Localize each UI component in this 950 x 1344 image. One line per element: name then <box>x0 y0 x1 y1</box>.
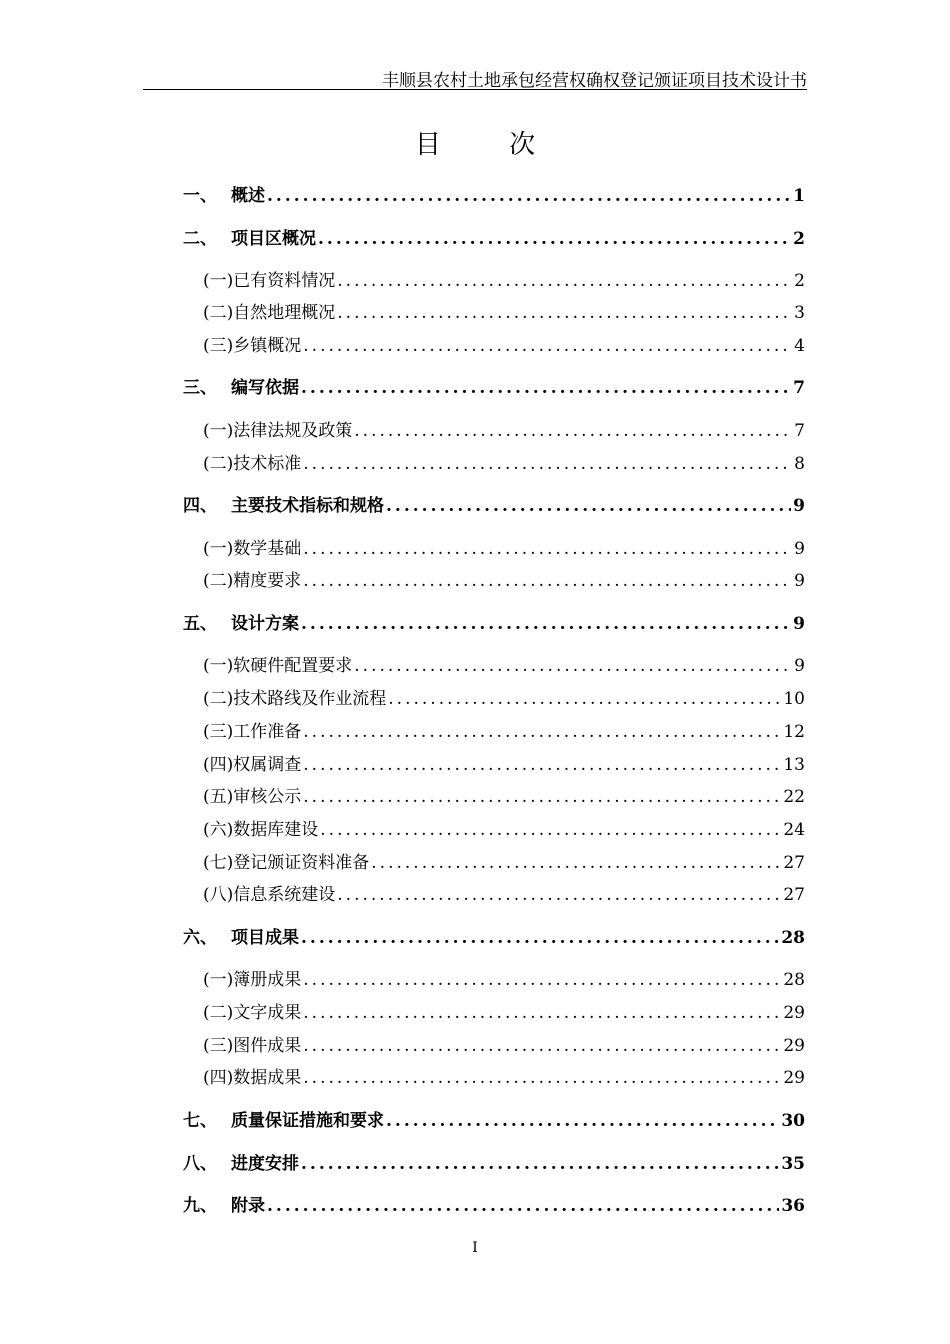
toc-entry[interactable] <box>183 684 805 709</box>
toc-entry-page: 3 <box>794 303 805 323</box>
toc-entry-label: 进度安排 <box>231 1154 299 1174</box>
toc-entry[interactable] <box>183 181 805 206</box>
table-of-contents <box>183 0 805 1344</box>
toc-entry-label: 主要技术指标和规格 <box>231 496 384 516</box>
toc-entry-number: 三、 <box>183 378 217 398</box>
toc-entry[interactable] <box>183 1063 805 1088</box>
toc-entry-page: 27 <box>783 885 805 905</box>
toc-entry-label: (七)登记颁证资料准备 <box>203 853 370 873</box>
toc-entry[interactable] <box>183 373 805 398</box>
toc-entry-label: (二)自然地理概况 <box>203 303 336 323</box>
toc-entry[interactable] <box>183 224 805 249</box>
toc-entry-number: 八、 <box>183 1154 217 1174</box>
toc-entry-label: (三)工作准备 <box>203 722 302 742</box>
toc-leader-dots <box>301 1154 779 1174</box>
toc-entry-page: 29 <box>783 1068 805 1088</box>
toc-leader-dots <box>303 787 781 807</box>
toc-entry[interactable] <box>183 416 805 441</box>
toc-entry-label: (四)权属调查 <box>203 755 302 775</box>
toc-leader-dots <box>303 539 792 559</box>
toc-entry-page: 2 <box>793 229 805 249</box>
toc-entry-label: 质量保证措施和要求 <box>231 1111 384 1131</box>
toc-leader-dots <box>303 755 781 775</box>
toc-leader-dots <box>303 1003 781 1023</box>
toc-entry-label: (三)图件成果 <box>203 1036 302 1056</box>
toc-leader-dots <box>318 229 791 249</box>
toc-entry[interactable] <box>183 1106 805 1131</box>
toc-leader-dots <box>301 378 791 398</box>
toc-leader-dots <box>267 186 791 206</box>
toc-entry-page: 9 <box>794 656 805 676</box>
toc-leader-dots <box>388 689 781 709</box>
toc-entry-label: 编写依据 <box>231 378 299 398</box>
toc-leader-dots <box>386 496 791 516</box>
toc-entry-page: 8 <box>794 454 805 474</box>
toc-entry-number: 一、 <box>183 186 217 206</box>
toc-entry-label: (一)软硬件配置要求 <box>203 656 353 676</box>
toc-entry-page: 29 <box>783 1036 805 1056</box>
toc-leader-dots <box>337 303 792 323</box>
toc-entry-label: (六)数据库建设 <box>203 820 319 840</box>
toc-entry-label: (二)文字成果 <box>203 1003 302 1023</box>
toc-leader-dots <box>303 336 792 356</box>
toc-entry-page: 4 <box>794 336 805 356</box>
toc-leader-dots <box>337 271 792 291</box>
page-title: 目 次 <box>414 130 566 160</box>
toc-entry-label: 概述 <box>231 186 265 206</box>
toc-leader-dots <box>303 571 792 591</box>
toc-entry-page: 28 <box>781 928 805 948</box>
toc-entry[interactable] <box>183 534 805 559</box>
toc-entry[interactable] <box>183 923 805 948</box>
toc-entry-label: (二)精度要求 <box>203 571 302 591</box>
toc-entry[interactable] <box>183 848 805 873</box>
toc-leader-dots <box>371 853 781 873</box>
toc-entry-label: 项目成果 <box>231 928 299 948</box>
toc-entry-page: 9 <box>794 539 805 559</box>
toc-entry-page: 2 <box>794 271 805 291</box>
toc-entry-page: 13 <box>783 755 805 775</box>
toc-entry[interactable] <box>183 1031 805 1056</box>
toc-entry-label: (三)乡镇概况 <box>203 336 302 356</box>
toc-entry-number: 五、 <box>183 614 217 634</box>
toc-entry[interactable] <box>183 1149 805 1174</box>
toc-entry-label: (八)信息系统建设 <box>203 885 336 905</box>
toc-entry[interactable] <box>183 266 805 291</box>
toc-entry-page: 1 <box>793 186 805 206</box>
toc-entry-label: 设计方案 <box>231 614 299 634</box>
toc-leader-dots <box>303 454 792 474</box>
toc-entry-page: 27 <box>783 853 805 873</box>
toc-entry-page: 7 <box>793 378 805 398</box>
toc-entry-number: 二、 <box>183 229 217 249</box>
toc-entry-page: 24 <box>783 820 805 840</box>
toc-leader-dots <box>303 1036 781 1056</box>
toc-leader-dots <box>301 614 791 634</box>
toc-entry[interactable] <box>183 1191 805 1216</box>
toc-entry[interactable] <box>183 491 805 516</box>
toc-entry-label: (一)已有资料情况 <box>203 271 336 291</box>
toc-entry-number: 四、 <box>183 496 217 516</box>
toc-leader-dots <box>301 928 779 948</box>
toc-entry-number: 七、 <box>183 1111 217 1131</box>
toc-leader-dots <box>267 1196 779 1216</box>
toc-entry-page: 22 <box>783 787 805 807</box>
toc-entry-page: 7 <box>794 421 805 441</box>
toc-entry-page: 29 <box>783 1003 805 1023</box>
toc-entry-page: 30 <box>781 1111 805 1131</box>
toc-entry[interactable] <box>183 965 805 990</box>
toc-entry-page: 35 <box>781 1154 805 1174</box>
toc-entry-number: 九、 <box>183 1196 217 1216</box>
toc-leader-dots <box>354 656 792 676</box>
toc-entry-page: 10 <box>783 689 805 709</box>
toc-entry[interactable] <box>183 782 805 807</box>
toc-entry-page: 28 <box>783 970 805 990</box>
toc-entry[interactable] <box>183 998 805 1023</box>
toc-entry-label: (一)法律法规及政策 <box>203 421 353 441</box>
toc-entry[interactable] <box>183 331 805 356</box>
toc-leader-dots <box>303 722 781 742</box>
toc-entry[interactable] <box>183 449 805 474</box>
toc-entry-page: 36 <box>781 1196 805 1216</box>
toc-entry[interactable] <box>183 651 805 676</box>
toc-entry-label: 项目区概况 <box>231 229 316 249</box>
toc-entry-label: (一)数学基础 <box>203 539 302 559</box>
toc-entry[interactable] <box>183 815 805 840</box>
toc-entry-number: 六、 <box>183 928 217 948</box>
toc-entry[interactable] <box>183 750 805 775</box>
toc-entry-label: (一)簿册成果 <box>203 970 302 990</box>
toc-entry-label: (二)技术标准 <box>203 454 302 474</box>
toc-entry-label: 附录 <box>231 1196 265 1216</box>
toc-leader-dots <box>354 421 792 441</box>
toc-entry-label: (二)技术路线及作业流程 <box>203 689 387 709</box>
toc-leader-dots <box>386 1111 779 1131</box>
toc-entry[interactable] <box>183 717 805 742</box>
header-title: 丰顺县农村土地承包经营权确权登记颁证项目技术设计书 <box>382 71 807 91</box>
toc-entry[interactable] <box>183 880 805 905</box>
toc-entry-label: (五)审核公示 <box>203 787 302 807</box>
toc-leader-dots <box>320 820 781 840</box>
toc-entry-label: (四)数据成果 <box>203 1068 302 1088</box>
toc-entry-page: 12 <box>783 722 805 742</box>
toc-entry[interactable] <box>183 566 805 591</box>
page-number: I <box>472 1240 478 1256</box>
toc-entry[interactable] <box>183 609 805 634</box>
toc-entry-page: 9 <box>794 571 805 591</box>
toc-entry-page: 9 <box>793 614 805 634</box>
toc-leader-dots <box>303 970 781 990</box>
toc-leader-dots <box>303 1068 781 1088</box>
toc-entry[interactable] <box>183 298 805 323</box>
toc-leader-dots <box>337 885 781 905</box>
toc-entry-page: 9 <box>793 496 805 516</box>
